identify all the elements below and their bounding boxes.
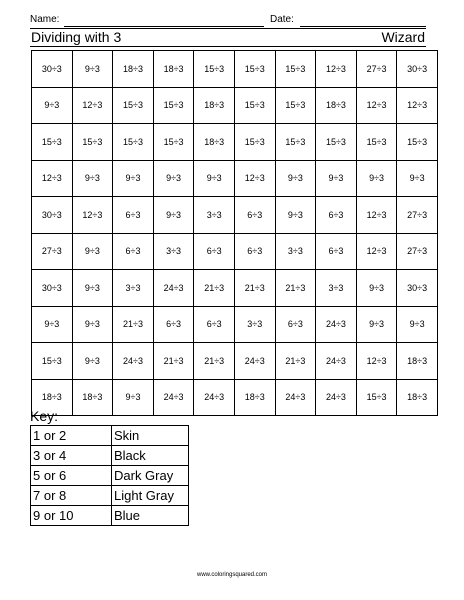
grid-cell[interactable]: 15÷3 bbox=[356, 124, 397, 161]
grid-cell[interactable]: 3÷3 bbox=[316, 270, 357, 307]
grid-cell[interactable]: 9÷3 bbox=[113, 379, 154, 416]
grid-cell[interactable]: 18÷3 bbox=[153, 51, 194, 88]
grid-cell[interactable]: 21÷3 bbox=[113, 306, 154, 343]
grid-cell[interactable]: 30÷3 bbox=[397, 270, 438, 307]
key-row bbox=[31, 426, 189, 446]
grid-cell[interactable]: 9÷3 bbox=[356, 306, 397, 343]
grid-cell[interactable]: 27÷3 bbox=[397, 233, 438, 270]
date-label: Date: bbox=[270, 14, 294, 25]
grid-cell[interactable]: 9÷3 bbox=[316, 160, 357, 197]
grid-cell[interactable]: 3÷3 bbox=[113, 270, 154, 307]
grid-cell[interactable]: 24÷3 bbox=[153, 379, 194, 416]
grid-cell[interactable]: 6÷3 bbox=[194, 306, 235, 343]
grid-row bbox=[32, 124, 438, 161]
grid-cell[interactable]: 30÷3 bbox=[32, 51, 73, 88]
grid-cell[interactable]: 15÷3 bbox=[194, 51, 235, 88]
grid-cell[interactable]: 18÷3 bbox=[316, 87, 357, 124]
grid-cell[interactable]: 15÷3 bbox=[234, 87, 275, 124]
grid-cell[interactable]: 9÷3 bbox=[72, 270, 113, 307]
key-range: 3 or 4 bbox=[31, 446, 112, 466]
key-row bbox=[31, 466, 189, 486]
grid-cell[interactable]: 30÷3 bbox=[32, 270, 73, 307]
grid-cell[interactable]: 18÷3 bbox=[72, 379, 113, 416]
grid-cell[interactable]: 9÷3 bbox=[32, 306, 73, 343]
grid-cell[interactable]: 27÷3 bbox=[32, 233, 73, 270]
grid-cell[interactable]: 6÷3 bbox=[316, 197, 357, 234]
grid-cell[interactable]: 6÷3 bbox=[194, 233, 235, 270]
grid-cell[interactable]: 12÷3 bbox=[356, 87, 397, 124]
key-row bbox=[31, 506, 189, 526]
title-bar bbox=[30, 28, 426, 47]
grid-cell[interactable]: 24÷3 bbox=[113, 343, 154, 380]
key-range: 5 or 6 bbox=[31, 466, 112, 486]
grid-cell[interactable]: 12÷3 bbox=[72, 197, 113, 234]
grid-cell[interactable]: 15÷3 bbox=[275, 124, 316, 161]
page-subtitle: Wizard bbox=[381, 29, 425, 45]
grid-cell[interactable]: 12÷3 bbox=[32, 160, 73, 197]
name-label: Name: bbox=[30, 14, 60, 25]
grid-cell[interactable]: 9÷3 bbox=[275, 160, 316, 197]
grid-row bbox=[32, 270, 438, 307]
grid-cell[interactable]: 18÷3 bbox=[194, 87, 235, 124]
grid-row bbox=[32, 343, 438, 380]
key-row bbox=[31, 486, 189, 506]
grid-cell[interactable]: 15÷3 bbox=[153, 124, 194, 161]
grid-cell[interactable]: 12÷3 bbox=[397, 87, 438, 124]
grid-cell[interactable]: 21÷3 bbox=[275, 270, 316, 307]
grid-cell[interactable]: 12÷3 bbox=[356, 343, 397, 380]
grid-cell[interactable]: 15÷3 bbox=[113, 124, 154, 161]
key-color: Skin bbox=[112, 426, 189, 446]
grid-cell[interactable]: 12÷3 bbox=[72, 87, 113, 124]
grid-cell[interactable]: 15÷3 bbox=[234, 124, 275, 161]
grid-cell[interactable]: 21÷3 bbox=[153, 343, 194, 380]
grid-cell[interactable]: 24÷3 bbox=[316, 343, 357, 380]
grid-cell[interactable]: 6÷3 bbox=[234, 197, 275, 234]
grid-cell[interactable]: 12÷3 bbox=[234, 160, 275, 197]
grid-cell[interactable]: 18÷3 bbox=[32, 379, 73, 416]
grid-cell[interactable]: 21÷3 bbox=[234, 270, 275, 307]
key-title: Key: bbox=[30, 408, 59, 424]
grid-row bbox=[32, 233, 438, 270]
grid-cell[interactable]: 9÷3 bbox=[194, 160, 235, 197]
grid-cell[interactable]: 12÷3 bbox=[356, 197, 397, 234]
grid-cell[interactable]: 18÷3 bbox=[397, 379, 438, 416]
grid-cell[interactable]: 15÷3 bbox=[316, 124, 357, 161]
grid-cell[interactable]: 15÷3 bbox=[72, 124, 113, 161]
grid-row bbox=[32, 197, 438, 234]
key-range: 9 or 10 bbox=[31, 506, 112, 526]
grid-cell[interactable]: 18÷3 bbox=[113, 51, 154, 88]
grid-cell[interactable]: 6÷3 bbox=[113, 197, 154, 234]
grid-cell[interactable]: 24÷3 bbox=[194, 379, 235, 416]
color-key bbox=[30, 425, 189, 526]
grid-cell[interactable]: 12÷3 bbox=[316, 51, 357, 88]
footer-url: www.coloringsquared.com bbox=[196, 572, 268, 578]
grid-cell[interactable]: 18÷3 bbox=[397, 343, 438, 380]
grid-cell[interactable]: 15÷3 bbox=[397, 124, 438, 161]
grid-cell[interactable]: 15÷3 bbox=[275, 87, 316, 124]
grid-cell[interactable]: 3÷3 bbox=[194, 197, 235, 234]
grid-cell[interactable]: 30÷3 bbox=[32, 197, 73, 234]
grid-cell[interactable]: 18÷3 bbox=[234, 379, 275, 416]
grid-cell[interactable]: 24÷3 bbox=[275, 379, 316, 416]
date-line bbox=[300, 26, 426, 27]
grid-cell[interactable]: 9÷3 bbox=[72, 343, 113, 380]
grid-cell[interactable]: 9÷3 bbox=[32, 87, 73, 124]
grid-cell[interactable]: 15÷3 bbox=[32, 343, 73, 380]
grid-cell[interactable]: 12÷3 bbox=[356, 233, 397, 270]
grid-cell[interactable]: 27÷3 bbox=[397, 197, 438, 234]
grid-cell[interactable]: 9÷3 bbox=[72, 306, 113, 343]
grid-cell[interactable]: 9÷3 bbox=[275, 197, 316, 234]
grid-cell[interactable]: 6÷3 bbox=[234, 233, 275, 270]
grid-cell[interactable]: 3÷3 bbox=[153, 233, 194, 270]
grid-cell[interactable]: 27÷3 bbox=[356, 51, 397, 88]
key-color: Black bbox=[112, 446, 189, 466]
grid-cell[interactable]: 21÷3 bbox=[194, 343, 235, 380]
key-range: 7 or 8 bbox=[31, 486, 112, 506]
grid-cell[interactable]: 9÷3 bbox=[356, 270, 397, 307]
grid-cell[interactable]: 18÷3 bbox=[194, 124, 235, 161]
problem-grid bbox=[31, 50, 438, 416]
grid-cell[interactable]: 9÷3 bbox=[72, 233, 113, 270]
grid-row bbox=[32, 160, 438, 197]
worksheet-header bbox=[30, 14, 426, 28]
grid-cell[interactable]: 21÷3 bbox=[194, 270, 235, 307]
grid-cell[interactable]: 24÷3 bbox=[316, 306, 357, 343]
grid-cell[interactable]: 15÷3 bbox=[113, 87, 154, 124]
grid-cell[interactable]: 15÷3 bbox=[32, 124, 73, 161]
grid-cell[interactable]: 21÷3 bbox=[275, 343, 316, 380]
grid-cell[interactable]: 9÷3 bbox=[153, 160, 194, 197]
grid-cell[interactable]: 9÷3 bbox=[113, 160, 154, 197]
grid-row bbox=[32, 51, 438, 88]
grid-cell[interactable]: 9÷3 bbox=[397, 306, 438, 343]
key-color: Dark Gray bbox=[112, 466, 189, 486]
grid-cell[interactable]: 9÷3 bbox=[72, 160, 113, 197]
grid-row bbox=[32, 87, 438, 124]
grid-cell[interactable]: 9÷3 bbox=[72, 51, 113, 88]
key-range: 1 or 2 bbox=[31, 426, 112, 446]
key-color: Light Gray bbox=[112, 486, 189, 506]
grid-cell[interactable]: 6÷3 bbox=[316, 233, 357, 270]
grid-row bbox=[32, 379, 438, 416]
grid-cell[interactable]: 24÷3 bbox=[316, 379, 357, 416]
key-color: Blue bbox=[112, 506, 189, 526]
grid-cell[interactable]: 6÷3 bbox=[153, 306, 194, 343]
grid-cell[interactable]: 24÷3 bbox=[153, 270, 194, 307]
page-title: Dividing with 3 bbox=[31, 29, 122, 45]
grid-cell[interactable]: 15÷3 bbox=[153, 87, 194, 124]
grid-cell[interactable]: 3÷3 bbox=[234, 306, 275, 343]
key-row bbox=[31, 446, 189, 466]
grid-cell[interactable]: 9÷3 bbox=[397, 160, 438, 197]
name-line bbox=[64, 26, 264, 27]
grid-cell[interactable]: 30÷3 bbox=[397, 51, 438, 88]
grid-cell[interactable]: 15÷3 bbox=[234, 51, 275, 88]
grid-cell[interactable]: 3÷3 bbox=[275, 233, 316, 270]
grid-cell[interactable]: 6÷3 bbox=[275, 306, 316, 343]
grid-cell[interactable]: 6÷3 bbox=[113, 233, 154, 270]
grid-cell[interactable]: 15÷3 bbox=[356, 379, 397, 416]
grid-cell[interactable]: 9÷3 bbox=[356, 160, 397, 197]
grid-cell[interactable]: 15÷3 bbox=[275, 51, 316, 88]
grid-cell[interactable]: 24÷3 bbox=[234, 343, 275, 380]
grid-cell[interactable]: 9÷3 bbox=[153, 197, 194, 234]
grid-row bbox=[32, 306, 438, 343]
